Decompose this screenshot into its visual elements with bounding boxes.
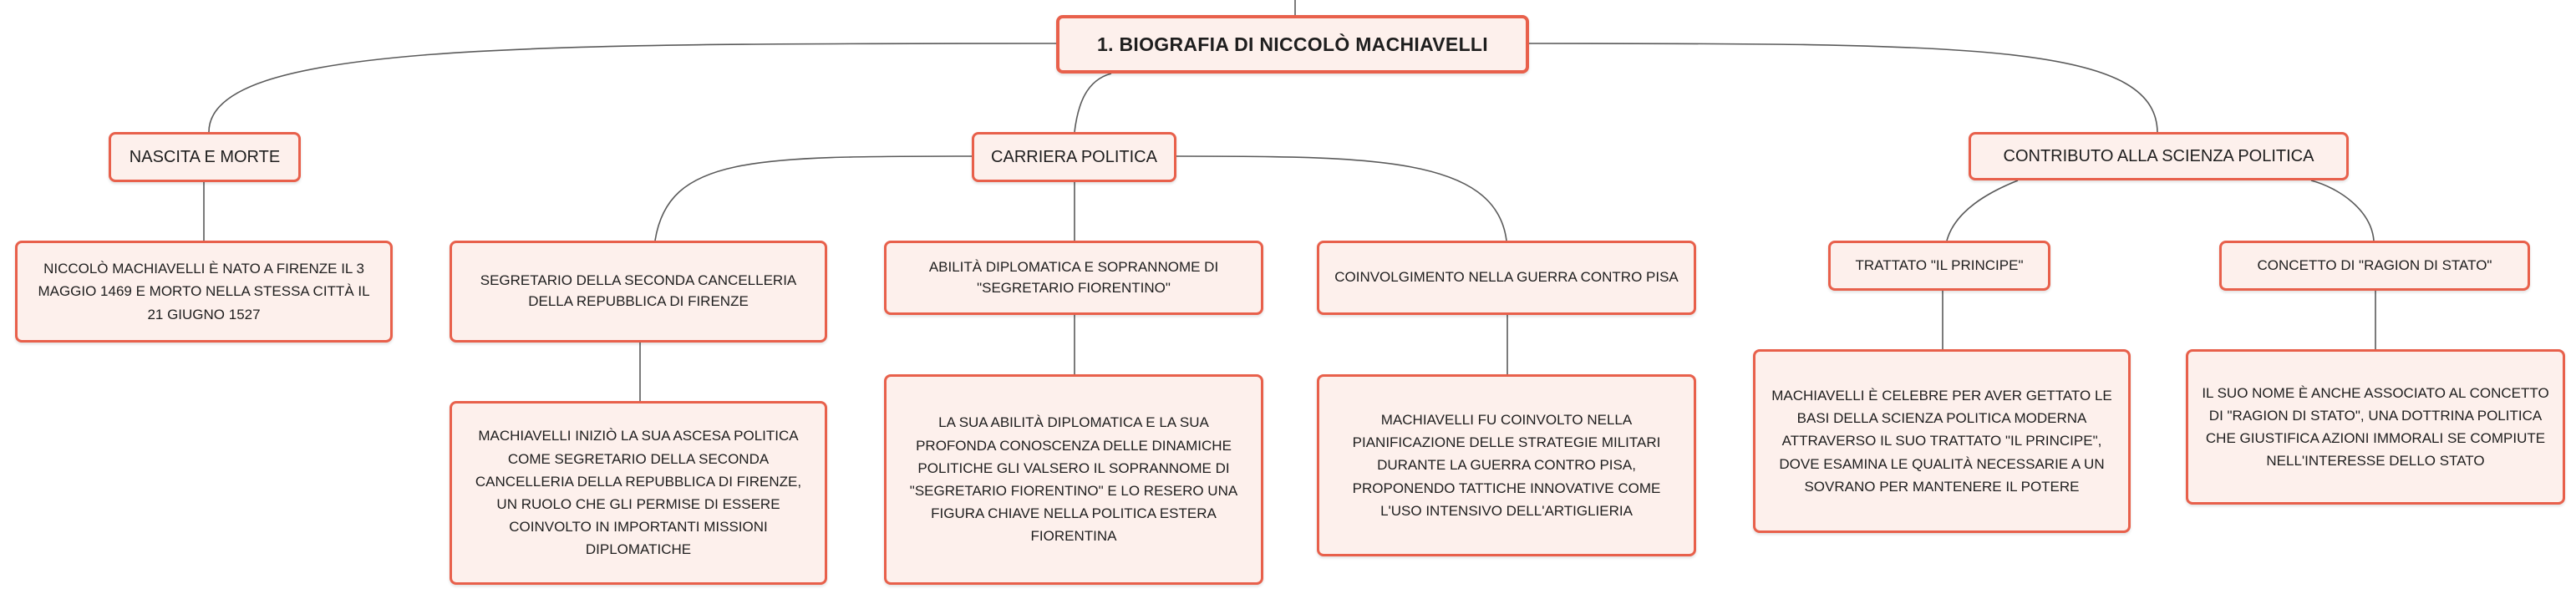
text-trattato-il-principe[interactable]: MACHIAVELLI È CELEBRE PER AVER GETTATO LE BASI DELLA SCIENZA POLITICA MODERNA ATTRAVERSO IL SUO TRATTATO "IL PRINCIPE", DOVE ESAMINA LE QUALITÀ NECESSARIE A UN SOVRANO PER MANTENERE IL POTERE	[1753, 349, 2131, 533]
text-ragion-di-stato[interactable]: IL SUO NOME È ANCHE ASSOCIATO AL CONCETTO DI "RAGION DI STATO", UNA DOTTRINA POLITICA CHE GIUSTIFICA AZIONI IMMORALI SE COMPIUTE NELL'INTERESSE DELLO STATO	[2186, 349, 2565, 505]
topic-carriera-politica[interactable]: CARRIERA POLITICA	[972, 132, 1176, 182]
connector-line-root-contributo	[1529, 43, 2157, 132]
topic-contributo-scienza-politica[interactable]: CONTRIBUTO ALLA SCIENZA POLITICA	[1969, 132, 2349, 180]
text-segretario-cancelleria[interactable]: MACHIAVELLI INIZIÒ LA SUA ASCESA POLITICA COME SEGRETARIO DELLA SECONDA CANCELLERIA DELLA REPUBBLICA DI FIRENZE, UN RUOLO CHE GLI PERMISE DI ESSERE COINVOLTO IN IMPORTANTI MISSIONI DIPLOMATICHE	[450, 401, 827, 585]
connector-line-root-nascita	[209, 43, 1056, 132]
connector-line-carriera-pisa	[1176, 156, 1506, 241]
connector-line-root-carriera	[1075, 74, 1111, 132]
text-abilita-diplomatica[interactable]: LA SUA ABILITÀ DIPLOMATICA E LA SUA PROFONDA CONOSCENZA DELLE DINAMICHE POLITICHE GLI VALSERO IL SOPRANNOME DI "SEGRETARIO FIORENTINO" E LO RESERO UNA FIGURA CHIAVE NELLA POLITICA ESTERA FIORENTINA	[884, 374, 1263, 585]
topic-trattato-il-principe[interactable]: TRATTATO "IL PRINCIPE"	[1828, 241, 2050, 291]
topic-ragion-di-stato[interactable]: CONCETTO DI "RAGION DI STATO"	[2219, 241, 2530, 291]
connector-line-carriera-segretario	[655, 156, 972, 241]
root-topic-node[interactable]: 1. BIOGRAFIA DI NICCOLÒ MACHIAVELLI	[1056, 15, 1529, 74]
connector-line-contributo-ragion	[2311, 180, 2374, 241]
text-nascita-e-morte[interactable]: NICCOLÒ MACHIAVELLI È NATO A FIRENZE IL 3 MAGGIO 1469 E MORTO NELLA STESSA CITTÀ IL 21 GIUGNO 1527	[15, 241, 393, 343]
text-guerra-contro-pisa[interactable]: MACHIAVELLI FU COINVOLTO NELLA PIANIFICAZIONE DELLE STRATEGIE MILITARI DURANTE LA GUERRA CONTRO PISA, PROPONENDO TATTICHE INNOVATIVE COME L'USO INTENSIVO DELL'ARTIGLIERIA	[1317, 374, 1696, 556]
topic-segretario-cancelleria[interactable]: SEGRETARIO DELLA SECONDA CANCELLERIA DELLA REPUBBLICA DI FIRENZE	[450, 241, 827, 343]
connector-line-contributo-principe	[1947, 180, 2018, 241]
topic-guerra-contro-pisa[interactable]: COINVOLGIMENTO NELLA GUERRA CONTRO PISA	[1317, 241, 1696, 315]
topic-nascita-e-morte[interactable]: NASCITA E MORTE	[109, 132, 301, 182]
topic-abilita-diplomatica[interactable]: ABILITÀ DIPLOMATICA E SOPRANNOME DI "SEGRETARIO FIORENTINO"	[884, 241, 1263, 315]
